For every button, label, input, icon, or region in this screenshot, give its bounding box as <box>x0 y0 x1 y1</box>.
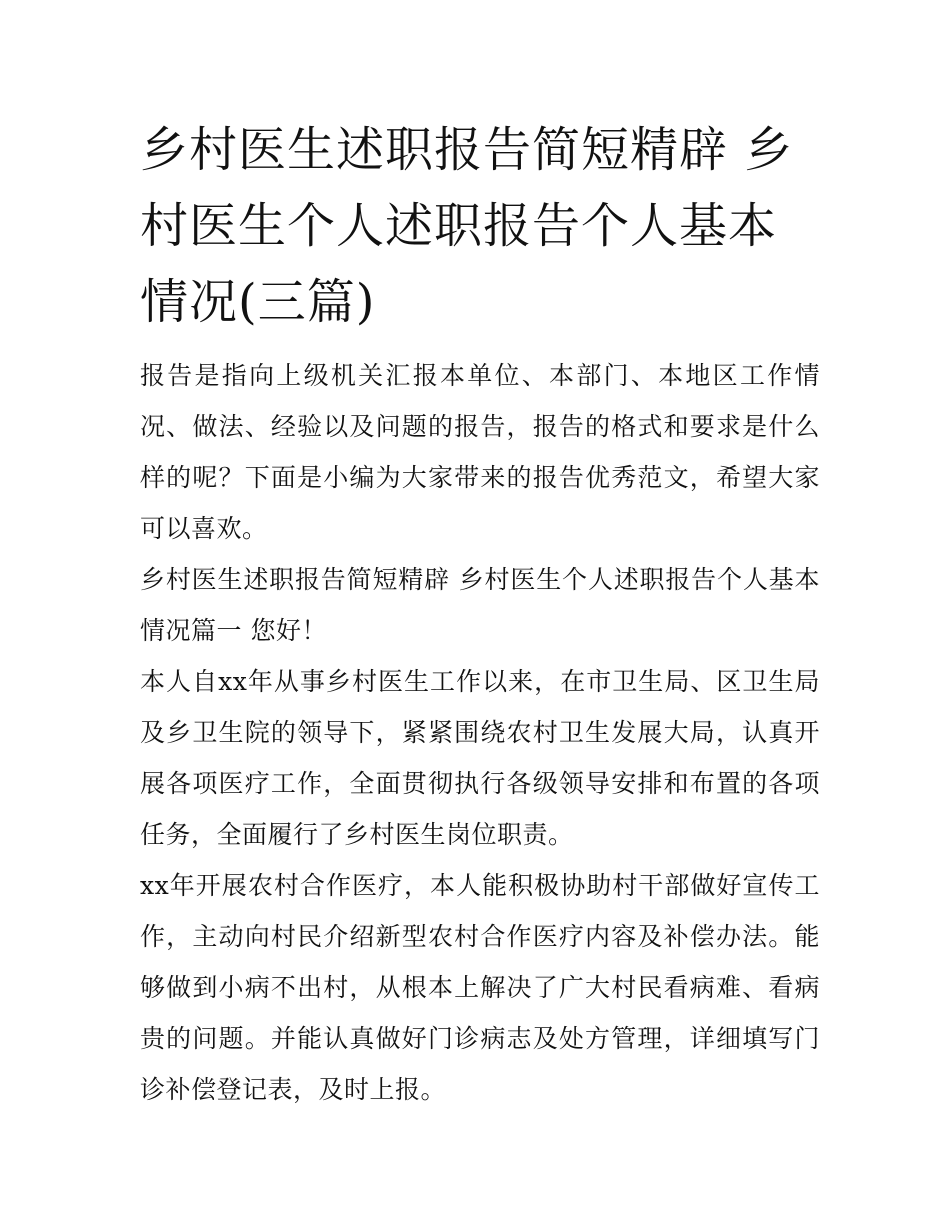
document-title: 乡村医生述职报告简短精辟 乡村医生个人述职报告个人基本情况(三篇) <box>140 122 794 330</box>
paragraph-intro: 报告是指向上级机关汇报本单位、本部门、本地区工作情况、做法、经验以及问题的报告，报告的格式和要求是什么样的呢？下面是小编为大家带来的报告优秀范文，希望大家可以喜欢。 <box>140 361 820 543</box>
paragraph-section-heading: 乡村医生述职报告简短精辟 乡村医生个人述职报告个人基本情况篇一 您好！ <box>140 565 820 645</box>
document-body <box>140 112 820 1115</box>
paragraph-work-summary: 本人自xx年从事乡村医生工作以来，在市卫生局、区卫生局及乡卫生院的领导下，紧紧围绕农村卫生发展大局，认真开展各项医疗工作，全面贯彻执行各级领导安排和布置的各项任务，全面履行了乡村医生岗位职责。 <box>140 667 820 849</box>
paragraph-cooperative-medical: xx年开展农村合作医疗，本人能积极协助村干部做好宣传工作，主动向村民介绍新型农村合作医疗内容及补偿办法。能够做到小病不出村，从根本上解决了广大村民看病难、看病贵的问题。并能认真做好门诊病志及处方管理，详细填写门诊补偿登记表，及时上报。 <box>140 871 820 1104</box>
